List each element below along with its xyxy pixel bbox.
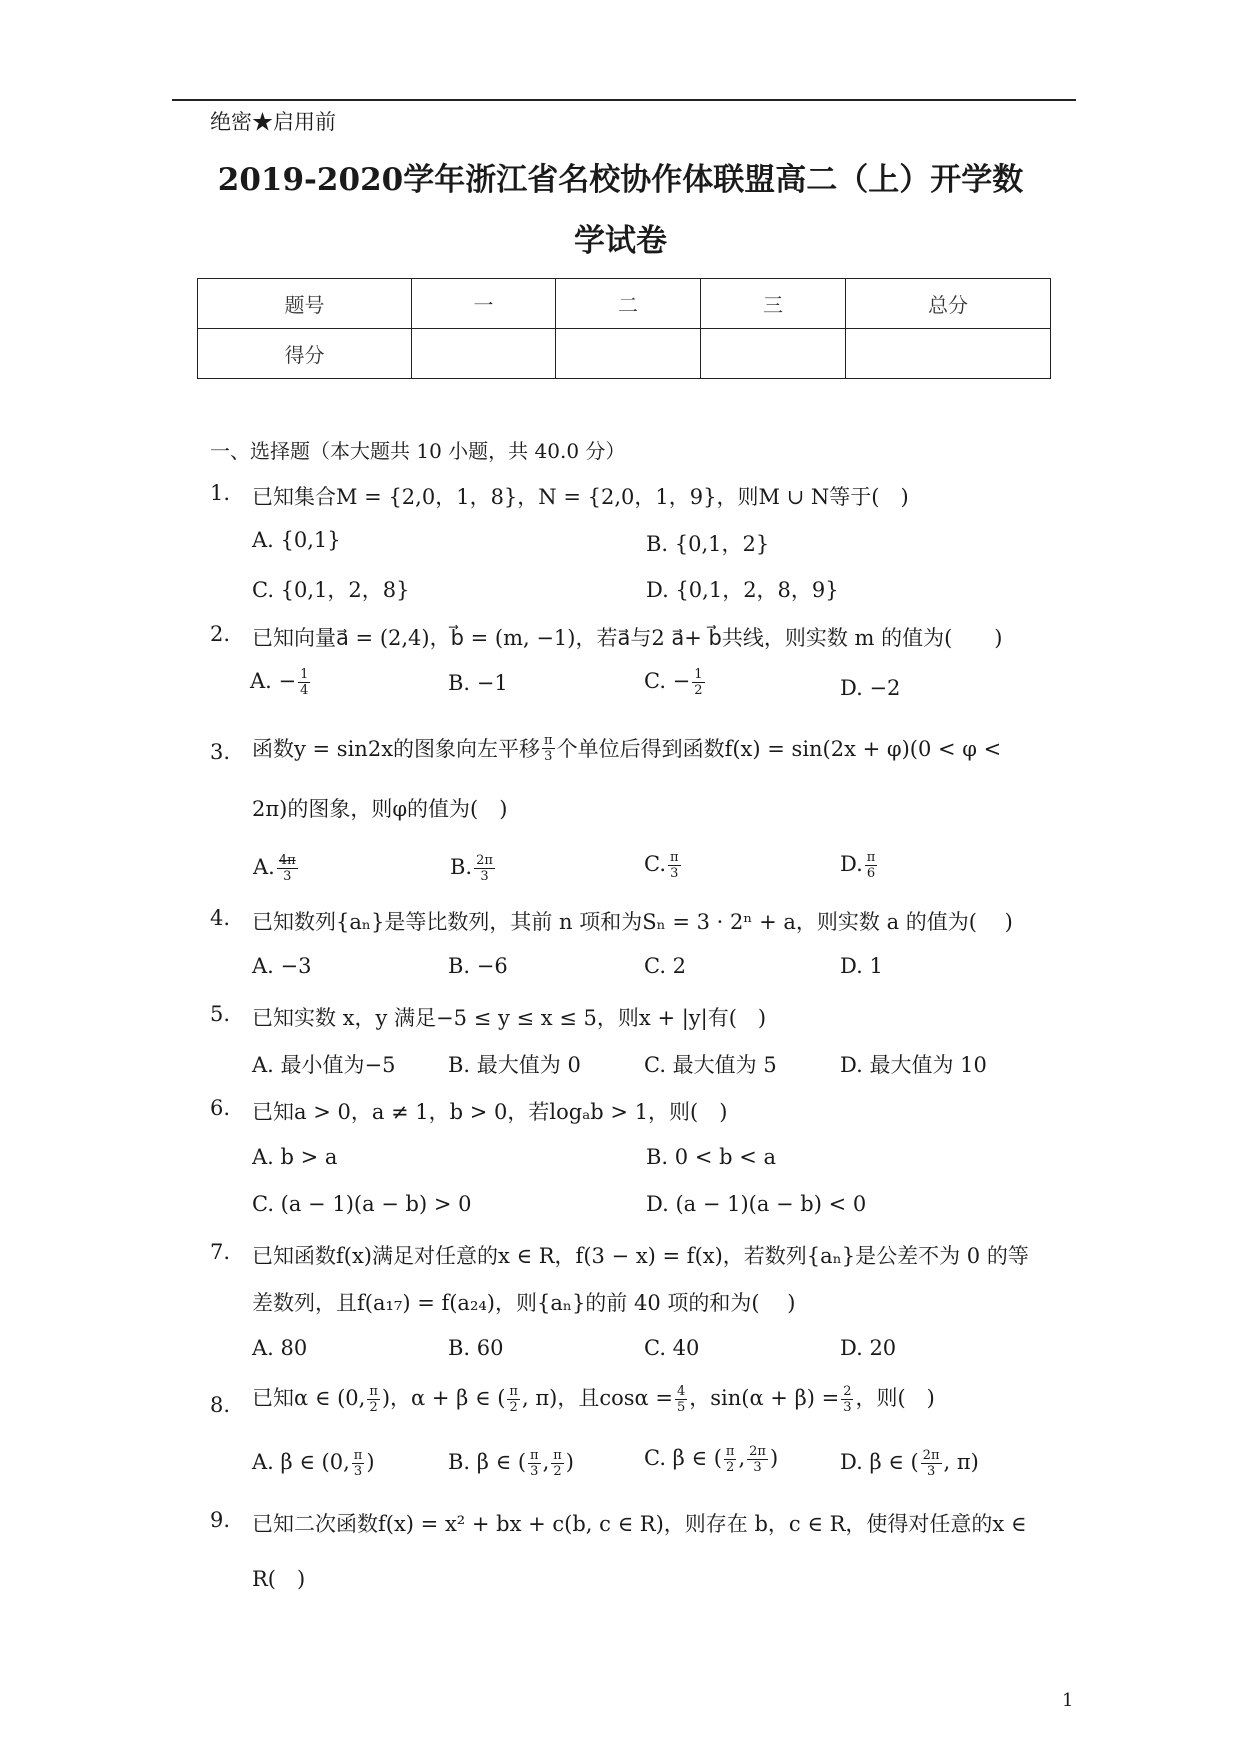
option-label: C. β ∈ (: [644, 1446, 722, 1470]
question-number: 4.: [210, 906, 231, 930]
question-text-line2: 差数列，且f(a₁₇) = f(a₂₄)，则{aₙ}的前 40 项的和为( ): [252, 1291, 796, 1315]
option-label: B.: [450, 855, 473, 879]
question-text-part: ，sin(α + β) =: [689, 1386, 840, 1410]
fraction: [298, 667, 310, 698]
question-text: [252, 733, 1001, 764]
question-text: [252, 1382, 935, 1415]
exam-title-line1: 2019-2020学年浙江省名校协作体联盟高二（上）开学数: [217, 162, 1024, 198]
option-d[interactable]: D. 最大值为 10: [840, 1053, 987, 1077]
question-text-part: , π)，且cosα =: [521, 1386, 673, 1410]
fraction: [675, 1384, 687, 1415]
option-c[interactable]: [644, 1444, 778, 1475]
option-c[interactable]: C. {0,1，2，8}: [252, 578, 410, 602]
question-number: 3.: [210, 740, 231, 764]
option-c[interactable]: C. 40: [644, 1336, 700, 1360]
option-tail: ): [565, 1450, 574, 1474]
fraction: [724, 1444, 737, 1475]
option-b[interactable]: B. −1: [448, 671, 508, 695]
question-number: 8.: [210, 1393, 231, 1417]
option-d[interactable]: D. {0,1，2，8，9}: [646, 578, 839, 602]
option-a[interactable]: [252, 1448, 375, 1479]
fraction-denominator: 5: [676, 1400, 686, 1415]
option-a[interactable]: A. 80: [252, 1336, 308, 1360]
question-text-line2: 2π)的图象，则φ的值为( ): [252, 797, 508, 821]
question-text-part: 已知α ∈ (0,: [252, 1386, 366, 1410]
fraction-denominator: 3: [753, 1460, 762, 1475]
option-a[interactable]: A. {0,1}: [252, 528, 341, 552]
fraction: [542, 733, 555, 764]
question-text: 已知二次函数f(x) = x² + bx + c(b, c ∈ R)，则存在 b，c ∈ R，使得对任意的x ∈: [252, 1512, 1027, 1536]
option-a[interactable]: A. −3: [252, 954, 312, 978]
score-cell[interactable]: [412, 329, 556, 379]
score-table-header-row: [198, 279, 1051, 329]
fraction-denominator: 3: [480, 869, 489, 884]
option-c[interactable]: C. 最大值为 5: [644, 1053, 777, 1077]
fraction-denominator: 3: [843, 1400, 852, 1415]
fraction-denominator: 2: [509, 1400, 518, 1415]
fraction-numerator: 2π: [922, 1448, 940, 1463]
fraction-denominator: 3: [926, 1464, 936, 1479]
table-row-label: 得分: [198, 329, 412, 379]
fraction: [668, 850, 681, 881]
fraction: [921, 1448, 942, 1479]
option-b[interactable]: B. 最大值为 0: [448, 1053, 581, 1077]
option-d[interactable]: D. 1: [840, 954, 883, 978]
option-a[interactable]: [253, 853, 300, 884]
fraction-numerator: 2π: [749, 1444, 766, 1459]
option-comma: ,: [738, 1446, 746, 1470]
fraction-denominator: 4: [300, 683, 309, 698]
question-number: 1.: [210, 481, 231, 505]
question-number: 5.: [210, 1002, 231, 1026]
fraction: [352, 1448, 365, 1479]
option-label: A. −: [250, 669, 297, 693]
question-text-part: 函数y = sin2x的图象向左平移: [252, 737, 541, 761]
option-d[interactable]: D. (a − 1)(a − b) < 0: [646, 1192, 867, 1216]
option-label: C. −: [644, 669, 691, 693]
table-header-cell: 一: [412, 279, 556, 329]
option-b[interactable]: B. {0,1，2}: [646, 532, 770, 556]
question-number: 6.: [210, 1096, 231, 1120]
confidential-label: 绝密★启用前: [210, 110, 336, 134]
score-cell[interactable]: [701, 329, 846, 379]
fraction-numerator: π: [725, 1444, 735, 1459]
option-tail: ): [366, 1450, 375, 1474]
fraction-denominator: 2: [369, 1400, 378, 1415]
option-b[interactable]: B. 60: [448, 1336, 504, 1360]
question-number: 7.: [210, 1240, 231, 1264]
option-label: B. β ∈ (: [448, 1450, 527, 1474]
question-text-part: 个单位后得到函数f(x) = sin(2x + φ)(0 < φ <: [556, 737, 1002, 761]
fraction-denominator: 2: [694, 683, 703, 698]
fraction: [277, 853, 298, 884]
fraction-numerator: π: [670, 850, 679, 865]
option-c[interactable]: [644, 850, 683, 881]
fraction-numerator: 4π: [278, 853, 296, 868]
fraction-numerator: 1: [694, 667, 703, 682]
fraction-denominator: 2: [726, 1460, 735, 1475]
option-label: A. β ∈ (0,: [252, 1450, 350, 1474]
option-d[interactable]: D. 20: [840, 1336, 897, 1360]
fraction-numerator: π: [544, 733, 553, 748]
fraction: [367, 1384, 380, 1415]
option-a[interactable]: A. b > a: [252, 1145, 338, 1169]
table-header-cell: 总分: [846, 279, 1051, 329]
fraction: [507, 1384, 520, 1415]
option-tail: , π): [943, 1450, 979, 1474]
option-comma: ,: [542, 1450, 550, 1474]
option-a[interactable]: A. 最小值为−5: [252, 1053, 396, 1077]
option-label: A.: [253, 855, 275, 879]
option-a[interactable]: [250, 667, 312, 698]
fraction-denominator: 3: [544, 749, 553, 764]
fraction-numerator: π: [866, 850, 876, 865]
fraction-numerator: π: [553, 1448, 562, 1463]
score-table-score-row: [198, 329, 1051, 379]
fraction-denominator: 3: [353, 1464, 363, 1479]
fraction-numerator: 1: [300, 667, 309, 682]
option-label: D.: [840, 852, 863, 876]
table-header-cell: 题号: [198, 279, 412, 329]
fraction: [551, 1448, 564, 1479]
fraction-numerator: π: [530, 1448, 539, 1463]
question-text-line2: R( ): [252, 1567, 306, 1591]
score-table: [197, 278, 1051, 379]
fraction: [474, 853, 495, 884]
score-cell[interactable]: [556, 329, 701, 379]
fraction-numerator: π: [509, 1384, 518, 1399]
option-label: D. β ∈ (: [840, 1450, 919, 1474]
fraction: [841, 1384, 853, 1415]
question-text: 已知集合M = {2,0，1，8}，N = {2,0，1，9}，则M ∪ N等于( ): [252, 485, 909, 509]
fraction-numerator: 2π: [476, 853, 493, 868]
header-rule: [172, 99, 1076, 101]
fraction-denominator: 3: [530, 1464, 539, 1479]
option-d[interactable]: D. −2: [840, 676, 901, 700]
option-b[interactable]: [450, 853, 497, 884]
exam-title-line2: 学试卷: [574, 223, 667, 259]
fraction-numerator: 2: [843, 1384, 852, 1399]
option-label: C.: [644, 852, 666, 876]
question-text: 已知a > 0，a ≠ 1，b > 0，若logₐb > 1，则( ): [252, 1100, 728, 1124]
question-number: 2.: [210, 622, 231, 646]
score-cell[interactable]: [846, 329, 1051, 379]
table-header-cell: 三: [701, 279, 846, 329]
table-header-cell: 二: [556, 279, 701, 329]
option-d[interactable]: [840, 850, 879, 881]
fraction: [692, 667, 704, 698]
fraction: [528, 1448, 541, 1479]
page-number: 1: [1062, 1690, 1074, 1711]
option-c[interactable]: C. (a − 1)(a − b) > 0: [252, 1192, 472, 1216]
fraction-denominator: 3: [283, 869, 292, 884]
option-c[interactable]: C. 2: [644, 954, 687, 978]
fraction: [865, 850, 878, 881]
question-number: 9.: [210, 1508, 231, 1532]
question-text: 已知实数 x，y 满足−5 ≤ y ≤ x ≤ 5，则x + |y|有( ): [252, 1006, 767, 1030]
option-tail: ): [769, 1446, 779, 1470]
question-text-part: ，则( ): [855, 1386, 935, 1410]
option-d[interactable]: [840, 1448, 979, 1479]
question-text: 已知数列{aₙ}是等比数列，其前 n 项和为Sₙ = 3 · 2ⁿ + a，则实数 a 的值为( ): [252, 910, 1013, 934]
option-b[interactable]: B. −6: [448, 954, 508, 978]
fraction-numerator: 4: [676, 1384, 686, 1399]
question-text: 已知函数f(x)满足对任意的x ∈ R，f(3 − x) = f(x)，若数列{aₙ}是公差不为 0 的等: [252, 1244, 1029, 1268]
fraction: [747, 1444, 768, 1475]
fraction-denominator: 6: [866, 866, 876, 881]
fraction-denominator: 2: [553, 1464, 562, 1479]
fraction-denominator: 3: [670, 866, 679, 881]
option-b[interactable]: B. 0 < b < a: [646, 1145, 776, 1169]
option-b[interactable]: [448, 1448, 574, 1479]
fraction-numerator: π: [353, 1448, 363, 1463]
question-text-part: )，α + β ∈ (: [381, 1386, 506, 1410]
option-c[interactable]: [644, 667, 707, 698]
section-heading: 一、选择题（本大题共 10 小题，共 40.0 分）: [210, 439, 626, 463]
fraction-numerator: π: [369, 1384, 378, 1399]
question-text: 已知向量a⃗ = (2,4)，b⃗ = (m, −1)，若a⃗与2 a⃗+ b⃗共线，则实数 m 的值为( ): [252, 626, 1003, 650]
